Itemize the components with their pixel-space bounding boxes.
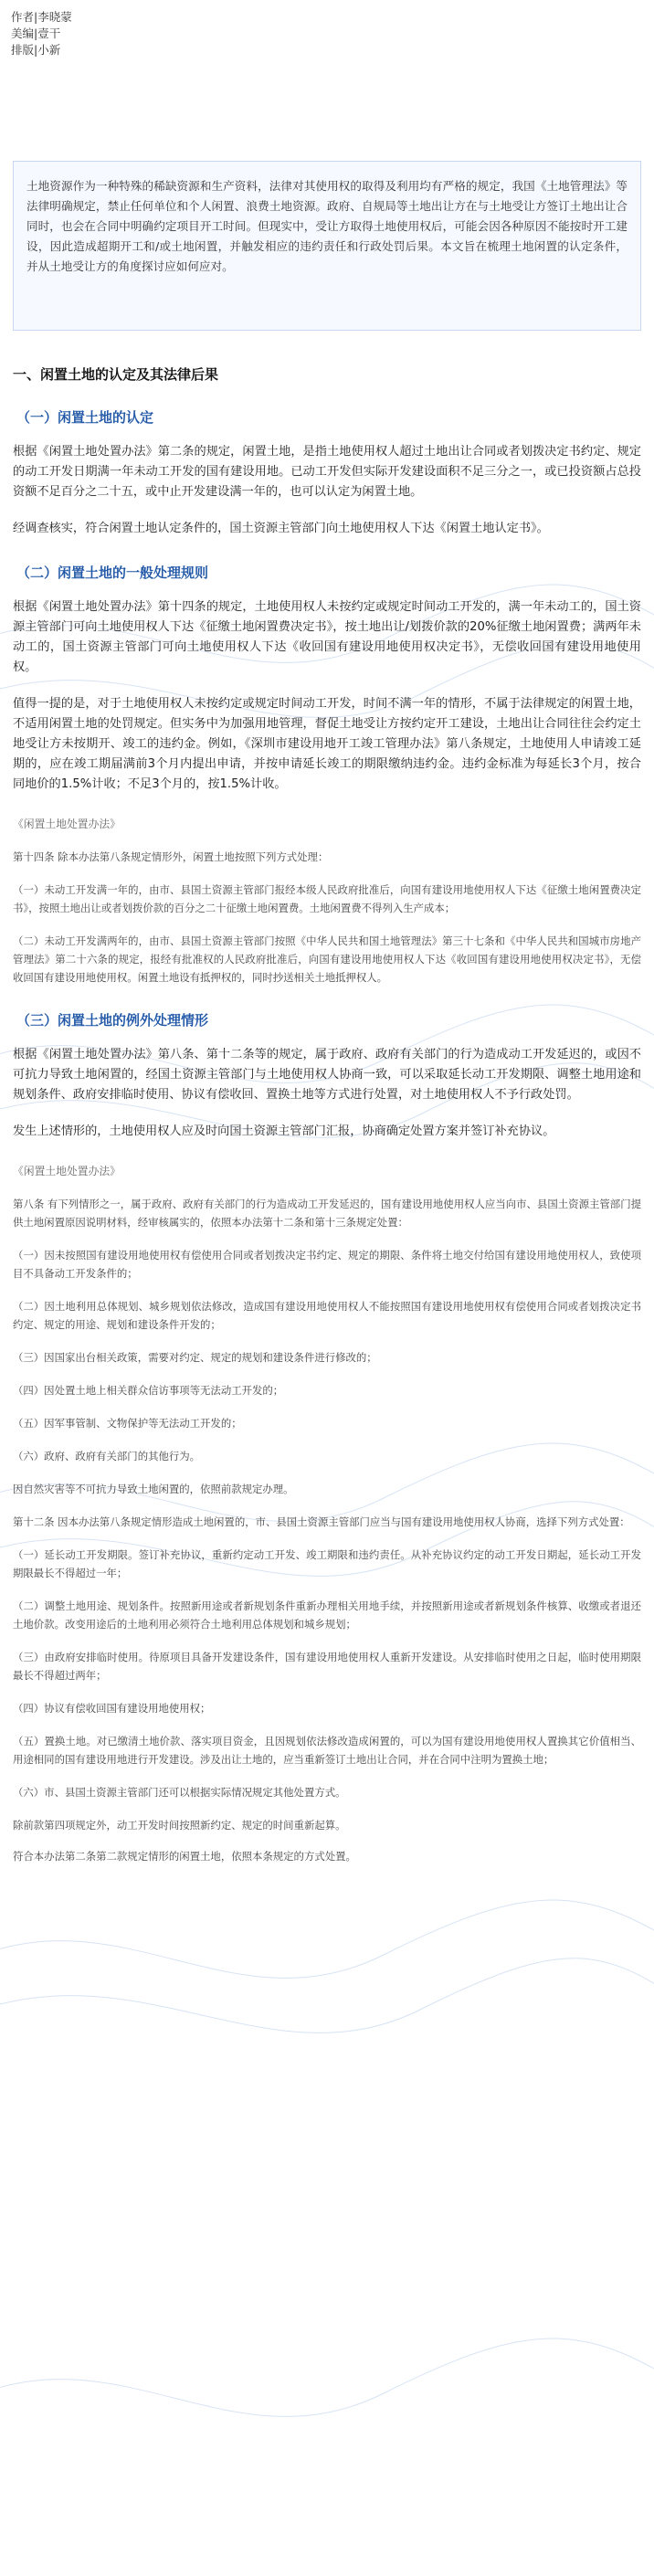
paragraph: 发生上述情形的，土地使用权人应及时向国土资源主管部门汇报，协商确定处置方案并签订补充协议。 bbox=[13, 1124, 555, 1138]
paragraph: 根据《闲置土地处置办法》第十四条的规定，土地使用权人未按约定或规定时间动工开发的，满一年未动工的，国土资源主管部门可向土地使用权人下达《征缴土地闲置费决定书》，按土地出让/划拨价款的20%征缴土地闲置费；满两年未动工的，国土资源主管部门可向土地使用权人下达《收回国有建设用地使用权决定书》，无偿收回国有建设用地使用权。 bbox=[13, 600, 641, 674]
editor-line: 美编|壹干 bbox=[11, 26, 61, 40]
law-note: 因自然灾害等不可抗力导致土地闲置的，依照前款规定办理。 bbox=[13, 1483, 294, 1495]
law-item: （三）因国家出台相关政策，需要对约定、规定的规划和建设条件进行修改的； bbox=[13, 1351, 377, 1364]
author-line: 作者|李晓蒙 bbox=[11, 10, 72, 24]
law-item: （一）因未按照国有建设用地使用权有偿使用合同或者划拨决定书约定、规定的期限、条件将土地交付给国有建设用地使用权人，致使项目不具备动工开发条件的； bbox=[13, 1249, 641, 1280]
subsection-title-3: （三）闲置土地的例外处理情形 bbox=[16, 1012, 209, 1029]
paragraph: 根据《闲置土地处置办法》第八条、第十二条等的规定，属于政府、政府有关部门的行为造成动工开发延迟的，或因不可抗力导致土地闲置的，经国土资源主管部门与土地使用权人协商一致，可以采取延长动工开发期限、调整土地用途和规划条件、政府安排临时使用、协议有偿收回、置换土地等方式进行处置，对土地使用权人不予行政处罚。 bbox=[13, 1048, 641, 1102]
law-item: （四）协议有偿收回国有建设用地使用权； bbox=[13, 1702, 211, 1715]
bg-wave bbox=[0, 1900, 654, 1978]
article-meta bbox=[0, 0, 654, 58]
section-title: 一、闲置土地的认定及其法律后果 bbox=[13, 366, 219, 383]
law-citation: 《闲置土地处置办法》 bbox=[13, 818, 121, 830]
law-article: 第十二条 因本办法第八条规定情形造成土地闲置的，市、县国土资源主管部门应当与国有建设用地使用权人协商，选择下列方式处置： bbox=[13, 1515, 630, 1528]
bg-wave bbox=[0, 2338, 654, 2416]
law-item: （二）因土地利用总体规划、城乡规划依法修改，造成国有建设用地使用权人不能按照国有建设用地使用权有偿使用合同或者划拨决定书约定、规定的用途、规划和建设条件开发的； bbox=[13, 1300, 641, 1331]
subsection-title-1: （一）闲置土地的认定 bbox=[16, 409, 154, 426]
law-note: 除前款第四项规定外，动工开发时间按照新约定、规定的时间重新起算。 bbox=[13, 1819, 346, 1832]
layout-line: 排版|小新 bbox=[11, 43, 61, 57]
law-item: （二）调整土地用途、规划条件。按照新用途或者新规划条件重新办理相关用地手续，并按照新用途或者新规划条件核算、收缴或者退还土地价款。改变用途后的土地利用必须符合土地利用总体规划和城乡规划； bbox=[13, 1599, 641, 1631]
law-article: 第十四条 除本办法第八条规定情形外，闲置土地按照下列方式处理： bbox=[13, 850, 329, 863]
law-note: 符合本办法第二条第二款规定情形的闲置土地，依照本条规定的方式处置。 bbox=[13, 1850, 356, 1863]
abstract-text: 土地资源作为一种特殊的稀缺资源和生产资料，法律对其使用权的取得及利用均有严格的规定，我国《土地管理法》等法律明确规定，禁止任何单位和个人闲置、浪费土地资源。政府、自规局等土地出让方在与土地受让方签订土地出让合同时，也会在合同中明确约定项目开工时间。但现实中，受让方取得土地使用权后，可能会因各种原因不能按时开工建设，因此造成超期开工和/或土地闲置，并触发相应的违约责任和行政处罚后果。本文旨在梳理土地闲置的认定条件，并从土地受让方的角度探讨应如何应对。 bbox=[26, 179, 628, 273]
law-item: （一）未动工开发满一年的，由市、县国土资源主管部门报经本级人民政府批准后，向国有建设用地使用权人下达《征缴土地闲置费决定书》，按照土地出让或者划拨价款的百分之二十征缴土地闲置费。土地闲置费不得列入生产成本； bbox=[13, 883, 641, 914]
abstract-box bbox=[13, 161, 641, 331]
paragraph: 根据《闲置土地处置办法》第二条的规定，闲置土地，是指土地使用权人超过土地出让合同或者划拨决定书约定、规定的动工开发日期满一年未动工开发的国有建设用地。已动工开发但实际开发建设面积不足三分之一，或已投资额占总投资额不足百分之二十五，或中止开发建设满一年的，也可以认定为闲置土地。 bbox=[13, 445, 641, 499]
paragraph: 值得一提的是，对于土地使用权人未按约定或规定时间动工开发，时间不满一年的情形，不属于法律规定的闲置土地，不适用闲置土地的处罚规定。但实务中为加强用地管理，督促土地受让方按约定开工建设，土地出让合同往往会约定土地受让方未按期开、竣工的违约金。例如，《深圳市建设用地开工竣工管理办法》第八条规定，土地使用人申请竣工延期的，应在竣工期届满前3个月内提出申请，并按申请延长竣工的期限缴纳违约金。违约金标准为每延长3个月，按合同地价的1.5%计收；不足3个月的，按1.5%计收。 bbox=[13, 697, 641, 791]
law-item: （二）未动工开发满两年的，由市、县国土资源主管部门按照《中华人民共和国土地管理法》第三十七条和《中华人民共和国城市房地产管理法》第二十六条的规定，报经有批准权的人民政府批准后，向国有建设用地使用权人下达《收回国有建设用地使用权决定书》，无偿收回国有建设用地使用权。闲置土地设有抵押权的，同时抄送相关土地抵押权人。 bbox=[13, 934, 641, 984]
law-item: （五）因军事管制、文物保护等无法动工开发的； bbox=[13, 1417, 242, 1430]
law-item: （五）置换土地。对已缴清土地价款、落实项目资金，且因规划依法修改造成闲置的，可以为国有建设用地使用权人置换其它价值相当、用途相同的国有建设用地进行开发建设。涉及出让土地的，应当重新签订土地出让合同，并在合同中注明为置换土地； bbox=[13, 1735, 641, 1766]
law-item: （六）政府、政府有关部门的其他行为。 bbox=[13, 1450, 201, 1462]
law-item: （三）由政府安排临时使用。待原项目具备开发建设条件，国有建设用地使用权人重新开发建设。从安排临时使用之日起，临时使用期限最长不得超过两年； bbox=[13, 1651, 641, 1682]
law-item: （一）延长动工开发期限。签订补充协议，重新约定动工开发、竣工期限和违约责任。从补充协议约定的动工开发日期起，延长动工开发期限最长不得超过一年； bbox=[13, 1548, 641, 1579]
law-item: （六）市、县国土资源主管部门还可以根据实际情况规定其他处置方式。 bbox=[13, 1786, 346, 1799]
law-article: 第八条 有下列情形之一，属于政府、政府有关部门的行为造成动工开发延迟的，国有建设用地使用权人应当向市、县国土资源主管部门提供土地闲置原因说明材料，经审核属实的，依照本办法第十二条和第十三条规定处置： bbox=[13, 1198, 641, 1229]
bg-wave bbox=[0, 1958, 654, 2033]
paragraph: 经调查核实，符合闲置土地认定条件的，国土资源主管部门向土地使用权人下达《闲置土地认定书》。 bbox=[13, 522, 549, 535]
subsection-title-2: （二）闲置土地的一般处理规则 bbox=[16, 565, 209, 581]
law-item: （四）因处置土地上相关群众信访事项等无法动工开发的； bbox=[13, 1384, 284, 1397]
law-citation: 《闲置土地处置办法》 bbox=[13, 1165, 121, 1177]
